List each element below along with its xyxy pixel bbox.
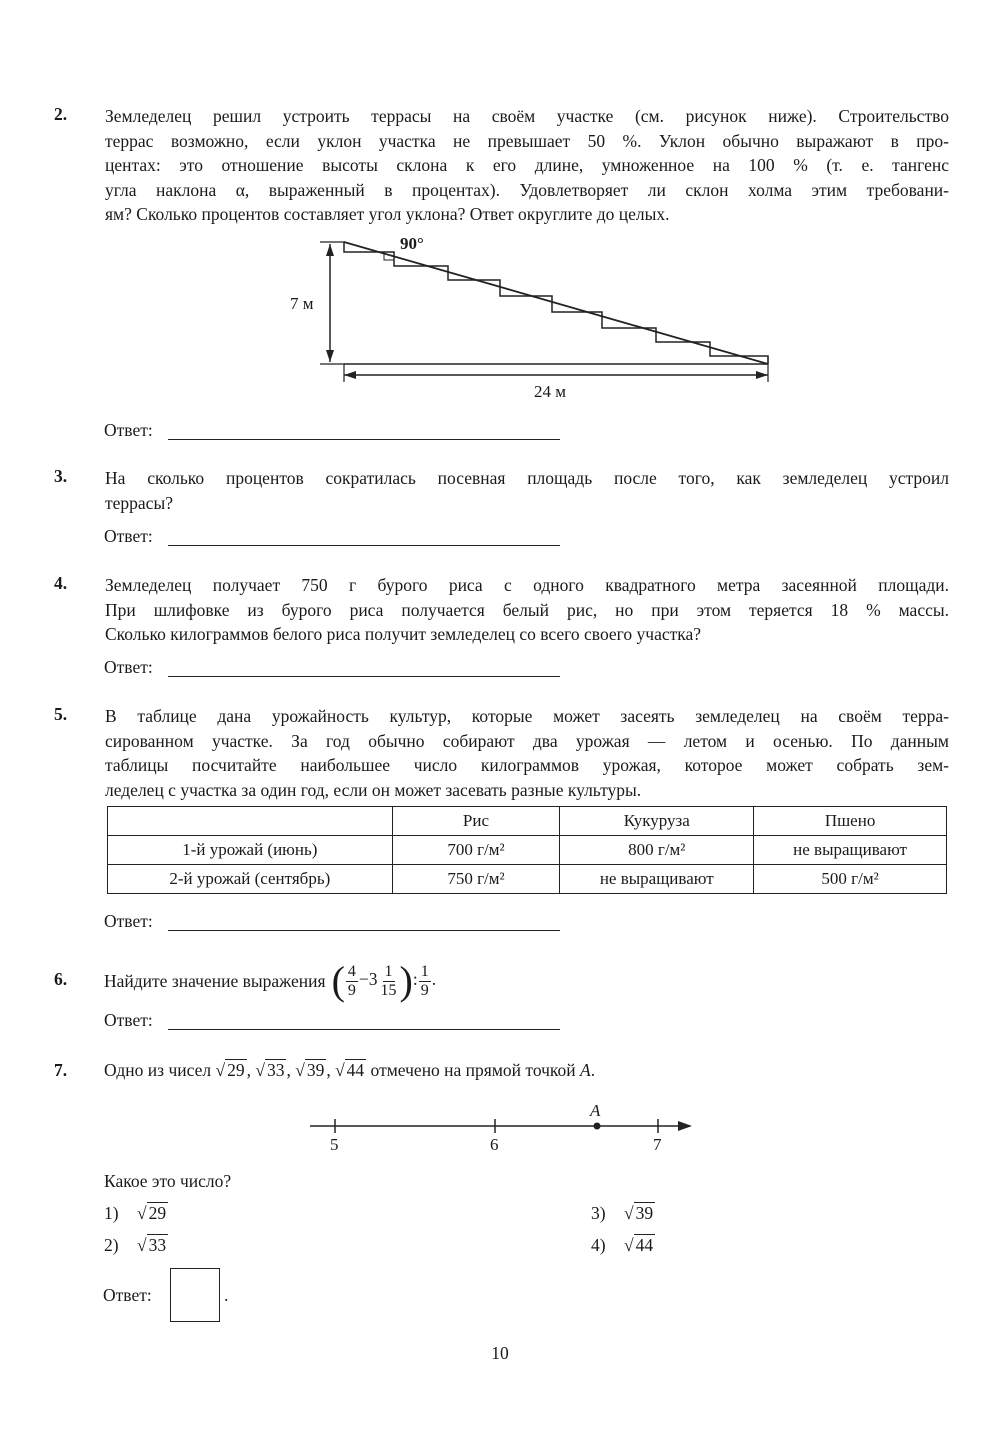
minus-sign: − xyxy=(358,969,369,990)
denominator: 9 xyxy=(420,981,429,999)
task-2-line: Земледелец решил устроить террасы на своём участке (см. рисунок ниже). Строительство xyxy=(105,106,949,126)
task-6-prompt: Найдите значение выражения xyxy=(104,970,326,991)
division-sign: : xyxy=(412,969,418,990)
table-cell: 1-й урожай (июнь) xyxy=(108,836,393,865)
period: . xyxy=(431,969,437,990)
option-label: 3) xyxy=(591,1203,606,1223)
table-header-cell xyxy=(108,807,393,836)
task-7-answer-box[interactable] xyxy=(170,1268,220,1322)
task-6-text xyxy=(104,956,436,1006)
table-cell: 750 г/м² xyxy=(392,865,560,894)
option-2[interactable] xyxy=(104,1235,168,1256)
sqrt-number: √ 39 xyxy=(295,1060,325,1080)
answer-period: . xyxy=(224,1285,229,1305)
task-4-line: Сколько килограммов белого риса получит земледелец со всего своего участка? xyxy=(105,624,702,645)
task-6-answer-field[interactable] xyxy=(168,1029,560,1030)
tick-label: 6 xyxy=(490,1135,499,1154)
task-4-answer-field[interactable] xyxy=(168,676,560,677)
fraction xyxy=(379,963,399,1000)
numerator: 4 xyxy=(347,962,356,980)
task-2-answer-field[interactable] xyxy=(168,439,560,440)
option-value: √ 29 xyxy=(136,1203,167,1223)
table-cell: 2-й урожай (сентябрь) xyxy=(108,865,393,894)
number-line xyxy=(300,1098,700,1158)
task-2-answer-label: Ответ: xyxy=(104,420,153,440)
task-3-text xyxy=(105,466,949,515)
table-header-cell: Кукуруза xyxy=(560,807,754,836)
task-2-line: ям? Сколько процентов составляет угол уклона? Ответ округлите до целых. xyxy=(105,204,670,225)
option-4[interactable] xyxy=(591,1235,655,1256)
task-2-number: 2. xyxy=(54,104,68,124)
task-2-line: террас возможно, если уклон участка не превышает 50 %. Уклон обычно выражают в про- xyxy=(105,130,949,151)
option-label: 4) xyxy=(591,1235,606,1255)
numerator: 1 xyxy=(420,962,429,980)
sqrt-number: √ 33 xyxy=(255,1060,285,1080)
task-2-text xyxy=(105,104,949,227)
tick-label: 5 xyxy=(330,1135,339,1154)
table-cell: 500 г/м² xyxy=(754,865,947,894)
option-1[interactable] xyxy=(104,1203,168,1224)
task-4-number: 4. xyxy=(54,573,68,593)
task-3-number: 3. xyxy=(54,466,68,486)
task-7-text: Одно из чисел √ 29 , √ 33 , √ 39 , √ 44 отмечено на прямой точкой A. xyxy=(104,1060,596,1080)
point-a-marker xyxy=(594,1123,601,1130)
table-cell: не выращивают xyxy=(754,836,947,865)
table-header-cell: Рис xyxy=(392,807,560,836)
task-5-line: таблицы посчитайте наибольшее число килограммов урожая, которое может собрать зем- xyxy=(105,755,949,776)
sqrt-number: √ 44 xyxy=(335,1060,365,1080)
arrow-right-icon xyxy=(678,1121,692,1131)
task-5-number: 5. xyxy=(54,704,68,724)
page-number: 10 xyxy=(491,1343,509,1363)
task-2-line: центах: это отношение высоты склона к его длине, умноженное на 100 % (т. е. тангенс xyxy=(105,155,949,176)
task-4-answer-label: Ответ: xyxy=(104,657,153,677)
task-4-line: Земледелец получает 750 г бурого риса с одного квадратного метра засеянной площади. xyxy=(105,575,949,595)
crop-yield-table xyxy=(107,806,947,894)
task-4-line: При шлифовке из бурого риса получается белый рис, но при этом теряется 18 % массы. xyxy=(105,599,949,620)
task-3-line: террасы? xyxy=(105,492,173,513)
task-6-number: 6. xyxy=(54,969,68,989)
task-5-text xyxy=(105,704,949,802)
table-header-cell: Пшено xyxy=(754,807,947,836)
terrace-diagram xyxy=(280,232,780,402)
fraction xyxy=(419,963,431,1000)
task-5-answer-field[interactable] xyxy=(168,930,560,931)
task-5-line: леделец с участка за один год, если он может засевать разные культуры. xyxy=(105,779,642,800)
height-label: 7 м xyxy=(290,294,314,313)
option-label: 2) xyxy=(104,1235,119,1255)
fraction xyxy=(346,963,358,1000)
numerator: 1 xyxy=(384,962,393,980)
option-value: √ 39 xyxy=(623,1203,654,1223)
table-row xyxy=(108,865,947,894)
table-cell: 700 г/м² xyxy=(392,836,560,865)
task-7-question: Какое это число? xyxy=(104,1171,232,1191)
tick-label: 7 xyxy=(653,1135,662,1154)
option-value: √ 33 xyxy=(136,1235,167,1255)
task-3-line: На сколько процентов сократилась посевная площадь после того, как земледелец устроил xyxy=(105,468,949,488)
option-label: 1) xyxy=(104,1203,119,1223)
period: . xyxy=(590,1060,596,1080)
point-a-label: A xyxy=(590,1101,601,1120)
task-7-number: 7. xyxy=(54,1060,68,1080)
task-7-prompt-end: отмечено на прямой точкой xyxy=(370,1060,576,1080)
open-paren: ( xyxy=(331,958,345,1003)
task-7-answer-label: Ответ: xyxy=(103,1285,152,1305)
task-5-line: В таблице дана урожайность культур, которые может засеять земледелец на своём терра- xyxy=(105,706,949,726)
denominator: 15 xyxy=(380,981,397,999)
task-6-expression xyxy=(331,958,437,1003)
denominator: 9 xyxy=(347,981,356,999)
table-header-row xyxy=(108,807,947,836)
task-3-answer-label: Ответ: xyxy=(104,526,153,546)
point-name: A xyxy=(580,1060,591,1080)
task-5-line: сированном участке. За год обычно собирают два урожая — летом и осенью. По данным xyxy=(105,730,949,751)
table-cell: не выращивают xyxy=(560,865,754,894)
sqrt-number: √ 29 xyxy=(215,1060,245,1080)
option-3[interactable] xyxy=(591,1203,655,1224)
angle-label: 90° xyxy=(400,234,424,253)
close-paren: ) xyxy=(399,958,413,1003)
table-cell: 800 г/м² xyxy=(560,836,754,865)
task-7-prompt: Одно из чисел xyxy=(104,1060,212,1080)
task-4-text xyxy=(105,573,949,647)
length-label: 24 м xyxy=(534,382,567,401)
task-2-line: угла наклона α, выраженный в процентах). Удовлетворяет ли склон холма этим требовани- xyxy=(105,179,949,200)
task-6-answer-label: Ответ: xyxy=(104,1010,153,1030)
task-3-answer-field[interactable] xyxy=(168,545,560,546)
task-5-answer-label: Ответ: xyxy=(104,911,153,931)
whole-part: 3 xyxy=(368,969,378,990)
option-value: √ 44 xyxy=(623,1235,654,1255)
table-row xyxy=(108,836,947,865)
